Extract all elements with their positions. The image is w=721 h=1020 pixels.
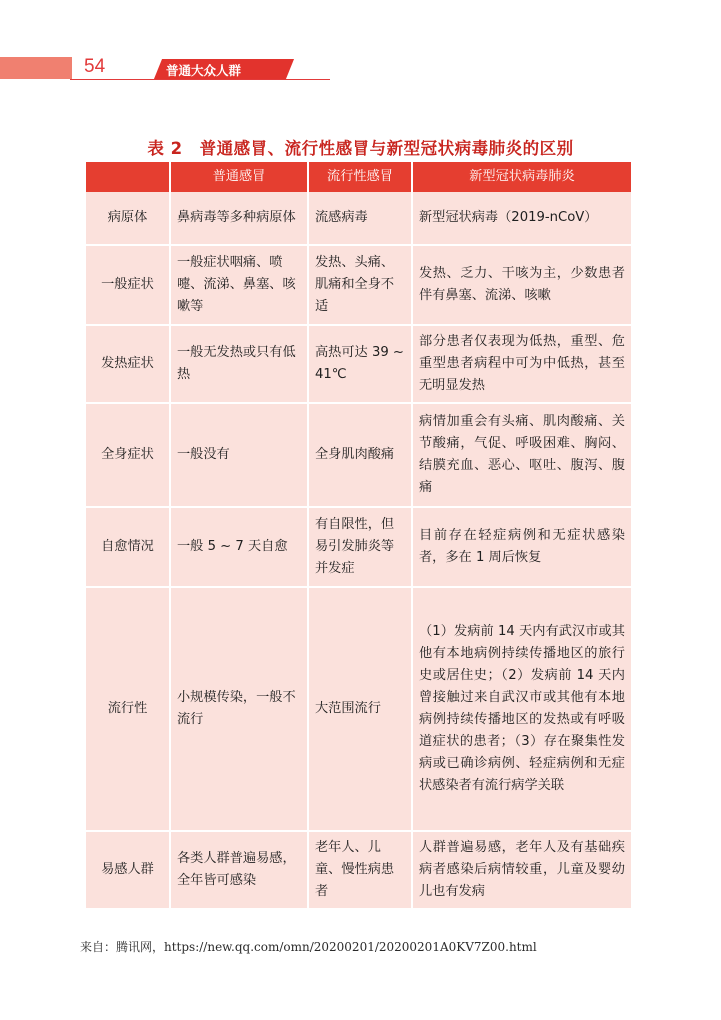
source-citation: 来自：腾讯网，https://new.qq.com/omn/20200201/20200201A0KV7Z00.html: [80, 940, 537, 954]
cell-flu: 流感病毒: [308, 192, 412, 245]
table-row: [86, 507, 631, 587]
cell-flu: 发热、头痛、肌痛和全身不适: [308, 245, 412, 325]
table-row: [86, 325, 631, 403]
table-row: [86, 403, 631, 507]
section-title: 普通大众人群: [166, 63, 242, 78]
row-label: 自愈情况: [86, 507, 170, 587]
cell-common-cold: 小规模传染，一般不流行: [170, 587, 308, 831]
header-rule: [70, 79, 330, 80]
column-header: 普通感冒: [170, 162, 308, 192]
table-row: [86, 587, 631, 831]
table-header-row: [86, 162, 631, 192]
row-label: 发热症状: [86, 325, 170, 403]
row-label: 一般症状: [86, 245, 170, 325]
cell-covid: 发热、乏力、干咳为主，少数患者伴有鼻塞、流涕、咳嗽: [412, 245, 631, 325]
cell-common-cold: 一般症状咽痛、喷嚏、流涕、鼻塞、咳嗽等: [170, 245, 308, 325]
cell-common-cold: 鼻病毒等多种病原体: [170, 192, 308, 245]
column-header: 流行性感冒: [308, 162, 412, 192]
row-label: 易感人群: [86, 831, 170, 909]
table-row: [86, 245, 631, 325]
cell-covid: 部分患者仅表现为低热，重型、危重型患者病程中可为中低热，甚至无明显发热: [412, 325, 631, 403]
cell-flu: 有自限性，但易引发肺炎等并发症: [308, 507, 412, 587]
column-header: [86, 162, 170, 192]
table-title: 表 2 普通感冒、流行性感冒与新型冠状病毒肺炎的区别: [147, 139, 574, 158]
column-header: 新型冠状病毒肺炎: [412, 162, 631, 192]
table-row: [86, 192, 631, 245]
cell-covid: 目前存在轻症病例和无症状感染者，多在 1 周后恢复: [412, 507, 631, 587]
table-row: [86, 831, 631, 909]
cell-common-cold: 一般无发热或只有低热: [170, 325, 308, 403]
row-label: 病原体: [86, 192, 170, 245]
cell-covid: 新型冠状病毒（2019-nCoV）: [412, 192, 631, 245]
cell-flu: 全身肌肉酸痛: [308, 403, 412, 507]
cell-flu: 老年人、儿童、慢性病患者: [308, 831, 412, 909]
header-accent-bar: [0, 57, 72, 79]
row-label: 全身症状: [86, 403, 170, 507]
cell-flu: 高热可达 39 ~ 41℃: [308, 325, 412, 403]
cell-common-cold: 一般没有: [170, 403, 308, 507]
comparison-table: [86, 162, 631, 910]
page-number: 54: [84, 56, 106, 77]
cell-covid: （1）发病前 14 天内有武汉市或其他有本地病例持续传播地区的旅行史或居住史；（2）发病前 14 天内曾接触过来自武汉市或其他有本地病例持续传播地区的发热或有呼吸道症状的患者；（3）存在聚集性发病或已确诊病例、轻症病例和无症状感染者有流行病学关联: [412, 587, 631, 831]
cell-covid: 人群普遍易感，老年人及有基础疾病者感染后病情较重，儿童及婴幼儿也有发病: [412, 831, 631, 909]
cell-common-cold: 各类人群普遍易感，全年皆可感染: [170, 831, 308, 909]
cell-covid: 病情加重会有头痛、肌肉酸痛、关节酸痛，气促、呼吸困难、胸闷、结膜充血、恶心、呕吐、腹泻、腹痛: [412, 403, 631, 507]
cell-flu: 大范围流行: [308, 587, 412, 831]
cell-common-cold: 一般 5 ~ 7 天自愈: [170, 507, 308, 587]
row-label: 流行性: [86, 587, 170, 831]
